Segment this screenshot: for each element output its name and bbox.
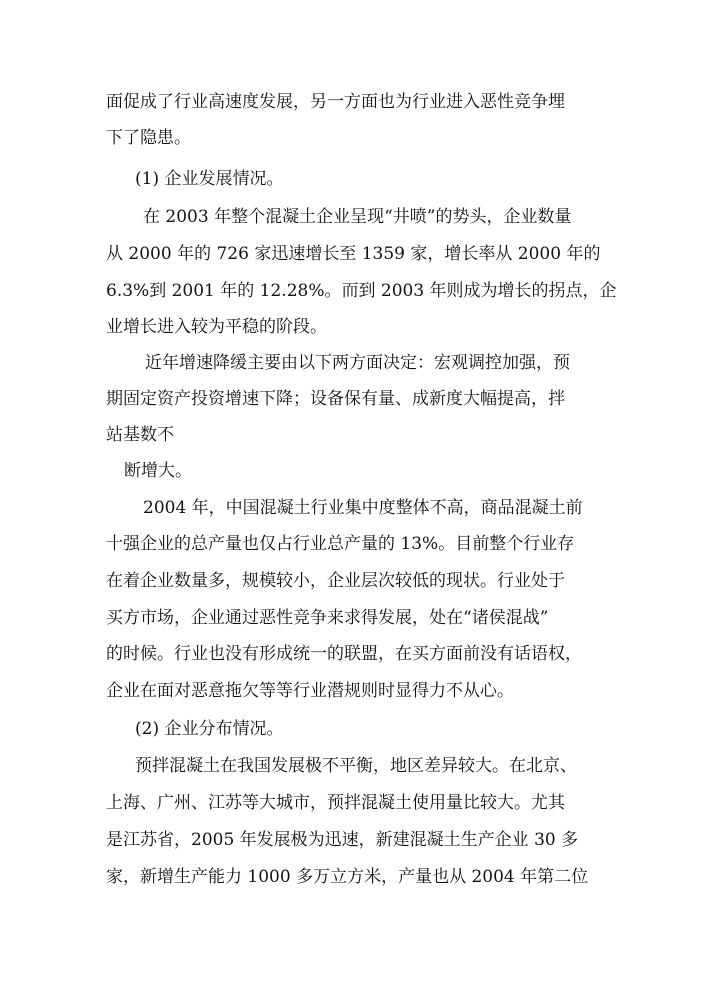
section-heading: (2) 企业分布情况。 xyxy=(135,719,284,739)
text-line: 家，新增生产能力 1000 多万立方米，产量也从 2004 年第二位 xyxy=(106,867,589,887)
text-line: 断增大。 xyxy=(124,461,192,481)
text-line: 近年增速降缓主要由以下两方面决定：宏观调控加强，预 xyxy=(145,353,570,373)
text-line: 十强企业的总产量也仅占行业总产量的 13%。目前整个行业存 xyxy=(106,534,575,554)
text-line: 6.3%到 2001 年的 12.28%。而到 2003 年则成为增长的拐点，企 xyxy=(106,281,617,301)
text-line: 上海、广州、江苏等大城市，预拌混凝土使用量比较大。尤其 xyxy=(106,793,565,813)
text-line: 面促成了行业高速度发展，另一方面也为行业进入恶性竞争埋 xyxy=(106,92,565,112)
text-line: 下了隐患。 xyxy=(106,128,191,148)
text-line: 的时候。行业也没有形成统一的联盟，在买方面前没有话语权， xyxy=(106,644,582,664)
text-line: 在 2003 年整个混凝土企业呈现“井喷”的势头，企业数量 xyxy=(143,207,572,227)
text-line: 买方市场，企业通过恶性竞争来求得发展，处在“诸侯混战” xyxy=(106,608,549,628)
text-line: 业增长进入较为平稳的阶段。 xyxy=(106,317,327,337)
text-line: 在着企业数量多，规模较小，企业层次较低的现状。行业处于 xyxy=(106,571,565,591)
text-line: 2004 年，中国混凝土行业集中度整体不高，商品混凝土前 xyxy=(143,498,583,518)
text-line: 企业在面对恶意拖欠等等行业潜规则时显得力不从心。 xyxy=(106,681,514,701)
text-line: 预拌混凝土在我国发展极不平衡，地区差异较大。在北京、 xyxy=(135,756,577,776)
text-line: 是江苏省，2005 年发展极为迅速，新建混凝土生产企业 30 多 xyxy=(106,830,579,850)
text-line: 期固定资产投资增速下降；设备保有量、成新度大幅提高，拌 xyxy=(106,389,565,409)
text-line: 站基数不 xyxy=(106,425,174,445)
text-line: 从 2000 年的 726 家迅速增长至 1359 家，增长率从 2000 年的 xyxy=(106,244,601,264)
section-heading: (1) 企业发展情况。 xyxy=(135,169,284,189)
